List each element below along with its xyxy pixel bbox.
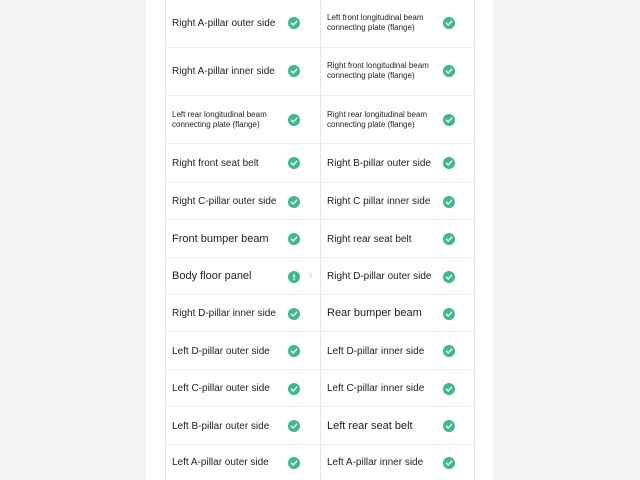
check-circle-icon [443, 457, 455, 469]
check-circle-icon [288, 420, 300, 432]
inspection-item-label: Left front longitudinal beam connecting plate (flange) [327, 12, 424, 32]
inspection-item-label: Right A-pillar outer side [172, 17, 276, 29]
inspection-item-label: Body floor panel [172, 270, 252, 282]
check-circle-icon [288, 157, 300, 169]
check-circle-icon [443, 114, 455, 126]
check-circle-icon [288, 233, 300, 245]
check-circle-icon [288, 457, 300, 469]
inspection-item-label: Front bumper beam [172, 232, 269, 245]
inspection-item-label: Right D-pillar outer side [327, 271, 432, 282]
inspection-item-label: Right C pillar inner side [327, 196, 431, 207]
check-circle-icon [443, 157, 455, 169]
inspection-item-label: Right rear seat belt [327, 233, 412, 245]
inspection-item-label: Rear bumper beam [327, 307, 422, 319]
inspection-item-label: Left D-pillar outer side [172, 345, 270, 357]
check-circle-icon [288, 196, 300, 208]
inspection-item-label: Left rear longitudinal beam connecting plate (flange) [172, 109, 267, 129]
inspection-item-label: Left C-pillar outer side [172, 383, 270, 394]
check-circle-icon [443, 17, 455, 29]
inspection-item-label: Left C-pillar inner side [327, 383, 425, 394]
inspection-item-label: Right B-pillar outer side [327, 157, 431, 169]
warning-circle-icon [288, 271, 300, 283]
check-circle-icon [288, 345, 300, 357]
check-circle-icon [443, 271, 455, 283]
inspection-item-label: Right front seat belt [172, 157, 259, 169]
inspection-item-label: Right front longitudinal beam connecting plate (flange) [327, 60, 429, 80]
check-circle-icon [443, 383, 455, 395]
check-circle-icon [443, 420, 455, 432]
check-circle-icon [288, 114, 300, 126]
inspection-item-label: Right A-pillar inner side [172, 65, 275, 77]
check-circle-icon [443, 65, 455, 77]
check-circle-icon [443, 196, 455, 208]
inspection-item-label: Right rear longitudinal beam connecting plate (flange) [327, 109, 428, 129]
inspection-item-label: Left A-pillar outer side [172, 457, 269, 468]
chevron-right-icon[interactable]: › [309, 270, 313, 281]
inspection-item-label: Left A-pillar inner side [327, 457, 424, 468]
inspection-item-label: Left B-pillar outer side [172, 420, 270, 432]
check-circle-icon [288, 65, 300, 77]
inspection-item-label: Right D-pillar inner side [172, 308, 276, 319]
inspection-item-label: Left D-pillar inner side [327, 345, 425, 357]
check-circle-icon [443, 233, 455, 245]
check-circle-icon [288, 17, 300, 29]
check-circle-icon [288, 383, 300, 395]
check-circle-icon [443, 345, 455, 357]
inspection-item-label: Left rear seat belt [327, 419, 413, 432]
check-circle-icon [443, 308, 455, 320]
inspection-item-label: Right C-pillar outer side [172, 196, 277, 207]
check-circle-icon [288, 308, 300, 320]
